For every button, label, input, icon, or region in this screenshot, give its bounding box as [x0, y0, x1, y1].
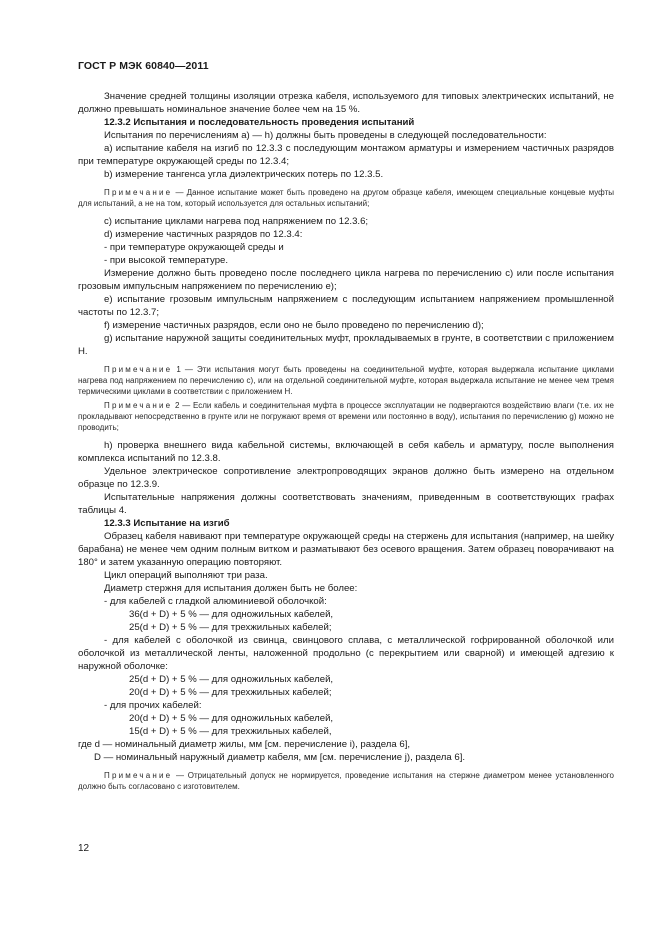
dash-item: - для кабелей с оболочкой из свинца, свинцового сплава, с металлической гофрированной оболочкой или оболочкой из металлической ленты, наложенной продольно (с перекрытием или сварной) и имеющей адгезию к наружной оболочке:	[78, 635, 614, 672]
formula-line: 15(d + D) + 5 % — для трехжильных кабелей,	[129, 726, 332, 737]
section-heading-12-3-2: 12.3.2 Испытания и последовательность проведения испытаний	[104, 117, 415, 128]
list-item-b: b) измерение тангенса угла диэлектрических потерь по 12.3.5.	[104, 169, 384, 180]
formula-line: 20(d + D) + 5 % — для одножильных кабелей,	[129, 713, 334, 724]
list-item-h: h) проверка внешнего вида кабельной системы, включающей в себя кабель и арматуру, после выполнения комплекса испытаний по 12.3.8.	[78, 440, 614, 464]
note-text: — Отрицательный допуск не нормируется, проведение испытания на стержне диаметром менее установленного должно быть согласовано с изготовителем.	[78, 771, 614, 791]
note-label: Примечание	[104, 401, 173, 410]
list-item-a: a) испытание кабеля на изгиб по 12.3.3 с последующим монтажом арматуры и измерением частичных разрядов при температуре окружающей среды по 12.3.4;	[78, 143, 614, 167]
page-number: 12	[78, 843, 90, 854]
paragraph: Измерение должно быть проведено после последнего цикла нагрева по перечислению с) или после испытания грозовым импульсным напряжением по перечислению е);	[78, 268, 614, 292]
paragraph: Образец кабеля навивают при температуре окружающей среды на стержень для испытания (например, на шейку барабана) не менее чем одним полным витком и разматывают без осевого вращения. Затем образец поворачивают на 180° и затем указанную операцию повторяют.	[78, 531, 614, 568]
definition-D: D — номинальный наружный диаметр кабеля, мм [см. перечисление j), раздела 6].	[94, 752, 466, 763]
note-3	[78, 400, 614, 433]
list-item-c: c) испытание циклами нагрева под напряжением по 12.3.6;	[104, 216, 369, 227]
definition-d: где d — номинальный диаметр жилы, мм [см. перечисление i), раздела 6],	[78, 739, 411, 750]
document-body	[78, 90, 614, 792]
note-label: Примечание	[104, 188, 173, 197]
note-text: — Данное испытание может быть проведено на другом образце кабеля, имеющем специальные концевые муфты для испытаний, а не на том, который используется для остальных испытаний;	[78, 188, 614, 208]
document-header: ГОСТ Р МЭК 60840—2011	[78, 60, 209, 72]
note-label: Примечание	[104, 365, 173, 374]
section-heading-12-3-3: 12.3.3 Испытание на изгиб	[104, 518, 230, 529]
list-item-g: g) испытание наружной защиты соединительных муфт, прокладываемых в грунте, в соответствии с приложением Н.	[78, 333, 614, 357]
dash-item: - для кабелей с гладкой алюминиевой оболочкой:	[104, 596, 327, 607]
formula-line: 25(d + D) + 5 % — для одножильных кабелей,	[129, 674, 334, 685]
dash-item: - при высокой температуре.	[104, 255, 229, 266]
paragraph: Значение средней толщины изоляции отрезка кабеля, используемого для типовых электрических испытаний, не должно превышать номинальное значение более чем на 15 %.	[78, 91, 614, 115]
formula-line: 25(d + D) + 5 % — для трехжильных кабелей;	[129, 622, 332, 633]
paragraph: Испытания по перечислениям а) — h) должны быть проведены в следующей последовательности:	[104, 130, 547, 141]
note-4	[78, 770, 614, 792]
list-item-e: е) испытание грозовым импульсным напряжением с последующим испытанием напряжением промышленной частоты по 12.3.7;	[78, 294, 614, 318]
paragraph: Испытательные напряжения должны соответствовать значениям, приведенным в соответствующих графах таблицы 4.	[78, 492, 614, 516]
formula-line: 36(d + D) + 5 % — для одножильных кабелей,	[129, 609, 334, 620]
note-text: 2 — Если кабель и соединительная муфта в процессе эксплуатации не подвергаются воздействию влаги (т.е. их не прокладывают непосредственно в грунте или не погружают время от времени или постоянно в воду), испытания по перечислению g) можно не проводить;	[78, 401, 614, 432]
note-text: 1 — Эти испытания могут быть проведены на соединительной муфте, которая выдержала испытание циклами нагрева под напряжением по перечислению с), или на отдельной соединительной муфте, которая выдержала испытание не менее чем тремя термическими циклами в соответствии с приложением Н.	[78, 365, 614, 396]
note-1	[78, 187, 614, 209]
paragraph: Цикл операций выполняют три раза.	[104, 570, 268, 581]
paragraph: Удельное электрическое сопротивление электропроводящих экранов должно быть измерено на отдельном образце по 12.3.9.	[78, 466, 614, 490]
paragraph: Диаметр стержня для испытания должен быть не более:	[104, 583, 358, 594]
note-label: Примечание	[104, 771, 173, 780]
list-item-d: d) измерение частичных разрядов по 12.3.4:	[104, 229, 303, 240]
note-2	[78, 364, 614, 397]
list-item-f: f) измерение частичных разрядов, если оно не было проведено по перечислению d);	[104, 320, 484, 331]
dash-item: - при температуре окружающей среды и	[104, 242, 284, 253]
dash-item: - для прочих кабелей:	[104, 700, 202, 711]
formula-line: 20(d + D) + 5 % — для трехжильных кабелей;	[129, 687, 332, 698]
